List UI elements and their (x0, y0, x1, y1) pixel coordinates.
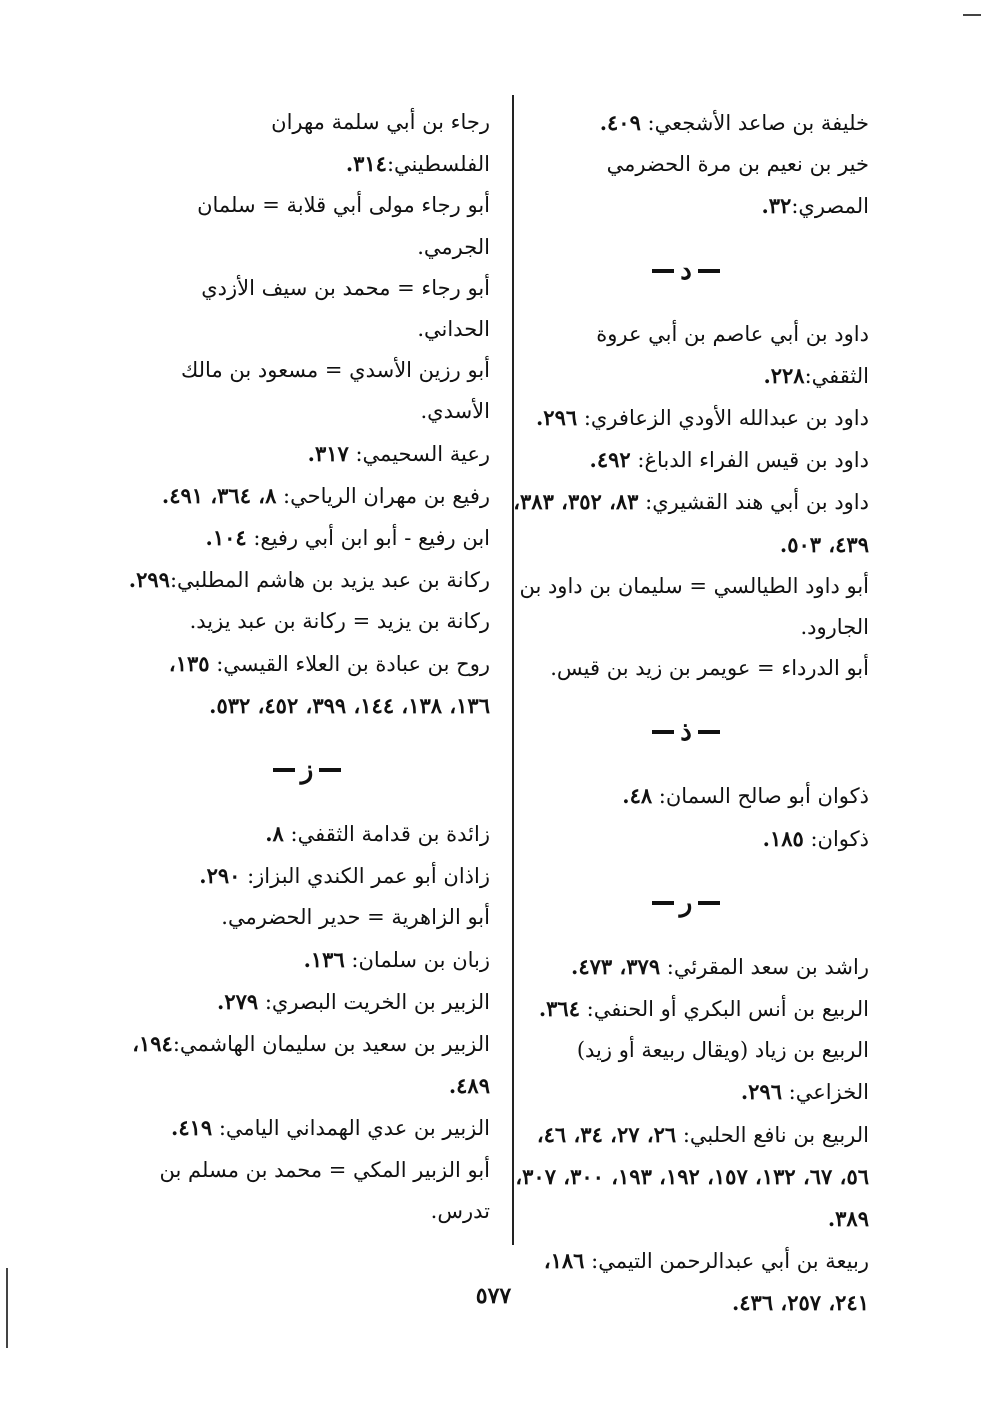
entry-page-refs: ٤٠٩. (599, 110, 641, 135)
entry-name: ركانة بن عبد يزيد بن هاشم المطلبي: (169, 568, 490, 593)
entry-name: ذكوان: (803, 826, 869, 851)
heading-dash (652, 901, 674, 905)
index-column-left (124, 102, 490, 1232)
entry-name: أبو الدرداء = عويمر بن زيد بن قيس. (550, 656, 869, 681)
index-entry (124, 855, 490, 897)
index-entry (503, 775, 869, 817)
entry-name: أبو الزبير المكي = محمد بن مسلم بن تدرس. (159, 1157, 490, 1223)
entry-name: أبو الزاهرية = حدير الحضرمي. (221, 905, 490, 930)
entry-name: رفيع بن مهران الرياحي: (276, 483, 490, 508)
entry-page-refs: ٢٢٨. (763, 362, 805, 388)
entry-name: رجاء بن أبي سلمة مهران الفلسطيني: (271, 110, 490, 177)
section-letter: ز (300, 755, 314, 786)
index-entry (124, 475, 490, 517)
letter-section-heading (503, 860, 869, 946)
letter-section-heading (124, 727, 490, 813)
index-entry (124, 981, 490, 1023)
entry-name: ذكوان أبو صالح السمان: (652, 784, 869, 809)
entry-page-refs: ٨٣، ٣٥٢، ٣٨٣، ٤٣٩، ٥٠٣. (513, 489, 869, 557)
entry-page-refs: ٢٩٦. (740, 1079, 782, 1105)
entry-name: زبان بن سلمان: (344, 947, 490, 972)
index-entry (503, 946, 869, 988)
entry-name: خليفة بن صاعد الأشجعي: (640, 111, 869, 135)
entry-name: ابن رفيع - أبو ابن أبي رفيع: (246, 526, 490, 551)
entry-name: زائدة بن قدامة الثقفي: (283, 822, 490, 847)
page-edge-mark-top (963, 14, 981, 16)
entry-name: داود بن أبي عاصم بن أبي عروة الثقفي: (596, 321, 869, 388)
heading-dash (698, 901, 720, 905)
entry-name: داود بن عبدالله الأودي الزعافري: (577, 406, 869, 431)
entry-name: زاذان أبو عمر الكندي البزاز: (240, 864, 490, 889)
section-letter: د (680, 255, 692, 286)
entry-name: أبو داود الطيالسي = سليمان بن داود بن الجارود. (519, 573, 869, 640)
entry-page-refs: ٤١٩. (171, 1115, 213, 1141)
index-column-right (503, 102, 869, 1325)
index-entry (124, 185, 490, 267)
index-entry (503, 1030, 869, 1113)
entry-page-refs: ١٠٤. (205, 525, 247, 551)
entry-page-refs: ٨، ٣٦٤، ٤٩١. (161, 482, 277, 508)
entry-page-refs: ٣١٤. (345, 151, 387, 177)
entry-name: أبو رزين الأسدي = مسعود بن مالك الأسدي. (180, 358, 490, 424)
index-entry (503, 481, 869, 565)
index-entry (124, 939, 490, 981)
entry-name: الزبير بن سعيد بن سليمان الهاشمي: (172, 1032, 490, 1057)
index-entry (124, 1023, 490, 1107)
entry-page-refs: ٤٨. (622, 783, 653, 809)
entry-page-refs: ٣٧٩، ٤٧٣. (571, 953, 661, 979)
letter-section-heading (503, 689, 869, 775)
entry-page-refs: ٣٦٤. (538, 996, 580, 1022)
index-entry (503, 818, 869, 860)
index-entry (124, 1107, 490, 1149)
section-letter: ذ (680, 717, 692, 748)
entry-name: خير بن نعيم بن مرة الحضرمي المصري: (606, 152, 869, 219)
entry-page-refs: ٨. (265, 821, 284, 847)
index-entry (124, 433, 490, 475)
entry-name: ركانة بن يزيد = ركانة بن عبد يزيد. (189, 609, 490, 634)
heading-dash (273, 768, 295, 772)
entry-page-refs: ٢٩٦. (535, 405, 578, 431)
index-entry (503, 102, 869, 144)
index-entry (124, 102, 490, 185)
index-entry (124, 517, 490, 559)
index-entry (503, 988, 869, 1030)
index-entry (503, 397, 869, 439)
entry-name: الربيع بن أنس البكري أو الحنفي: (579, 997, 869, 1022)
index-entry (503, 144, 869, 227)
index-entry (124, 559, 490, 601)
index-entry (503, 566, 869, 648)
entry-page-refs: ١٩٤، ٤٨٩. (132, 1031, 490, 1099)
entry-name: داود بن قيس الفراء الدباغ: (630, 448, 869, 473)
heading-dash (698, 269, 720, 273)
index-entry (124, 1150, 490, 1232)
heading-dash (652, 730, 674, 734)
page-number: ٥٧٧ (475, 1283, 512, 1309)
index-entry (503, 314, 869, 397)
index-entry (503, 1114, 869, 1241)
entry-page-refs: ٢٦، ٢٧، ٣٤، ٤٦، ٥٦، ٦٧، ١٣٢، ١٥٧، ١٩٢، ١٩٣، ٣٠٠، ٣٠٧، ٣٨٩. (515, 1121, 869, 1232)
entry-name: الربيع بن زياد (ويقال ربيعة أو زيد) الخزاعي: (576, 1038, 869, 1105)
entry-name: راشد بن سعد المقرئي: (660, 954, 869, 979)
entry-name: أبو رجاء مولى أبي قلابة = سلمان الجرمي. (197, 193, 490, 259)
index-entry (124, 643, 490, 727)
entry-name: داود بن أبي هند القشيري: (638, 490, 869, 515)
entry-name: الزبير بن الخريت البصري: (258, 989, 490, 1014)
entry-name: رعية السحيمي: (348, 441, 490, 466)
entry-page-refs: ١٣٥، ١٣٦، ١٣٨، ١٤٤، ٣٩٩، ٤٥٢، ٥٣٢. (168, 650, 490, 718)
heading-dash (698, 730, 720, 734)
entry-page-refs: ٤٩٢. (589, 447, 631, 473)
entry-page-refs: ٣١٧. (307, 440, 349, 466)
entry-name: روح بن عبادة بن العلاء القيسي: (209, 651, 490, 676)
index-entry (503, 648, 869, 689)
entry-page-refs: ١٣٦. (303, 946, 345, 972)
letter-section-heading (503, 228, 869, 314)
entry-page-refs: ٣٢. (761, 193, 792, 219)
entry-page-refs: ٢٩٠. (199, 863, 241, 889)
entry-page-refs: ٢٩٩. (128, 567, 170, 593)
index-entry (124, 268, 490, 350)
entry-name: الزبير بن عدي الهمداني اليامي: (212, 1116, 490, 1141)
index-entry (124, 601, 490, 642)
entry-page-refs: ٢٧٩. (217, 988, 259, 1014)
entry-page-refs: ١٨٥. (762, 825, 804, 851)
entry-name: أبو رجاء = محمد بن سيف الأزدي الحداني. (201, 275, 490, 342)
index-entry (124, 897, 490, 938)
index-entry (124, 813, 490, 855)
heading-dash (319, 768, 341, 772)
heading-dash (652, 269, 674, 273)
index-entry (124, 350, 490, 432)
entry-name: الربيع بن نافع الحلبي: (676, 1122, 869, 1147)
section-letter: ر (679, 887, 693, 918)
entry-page-refs: ١٨٦، ٢٤١، ٢٥٧، ٤٣٦. (543, 1248, 869, 1316)
entry-name: ربيعة بن أبي عبدالرحمن التيمي: (584, 1249, 869, 1274)
index-entry (503, 439, 869, 481)
